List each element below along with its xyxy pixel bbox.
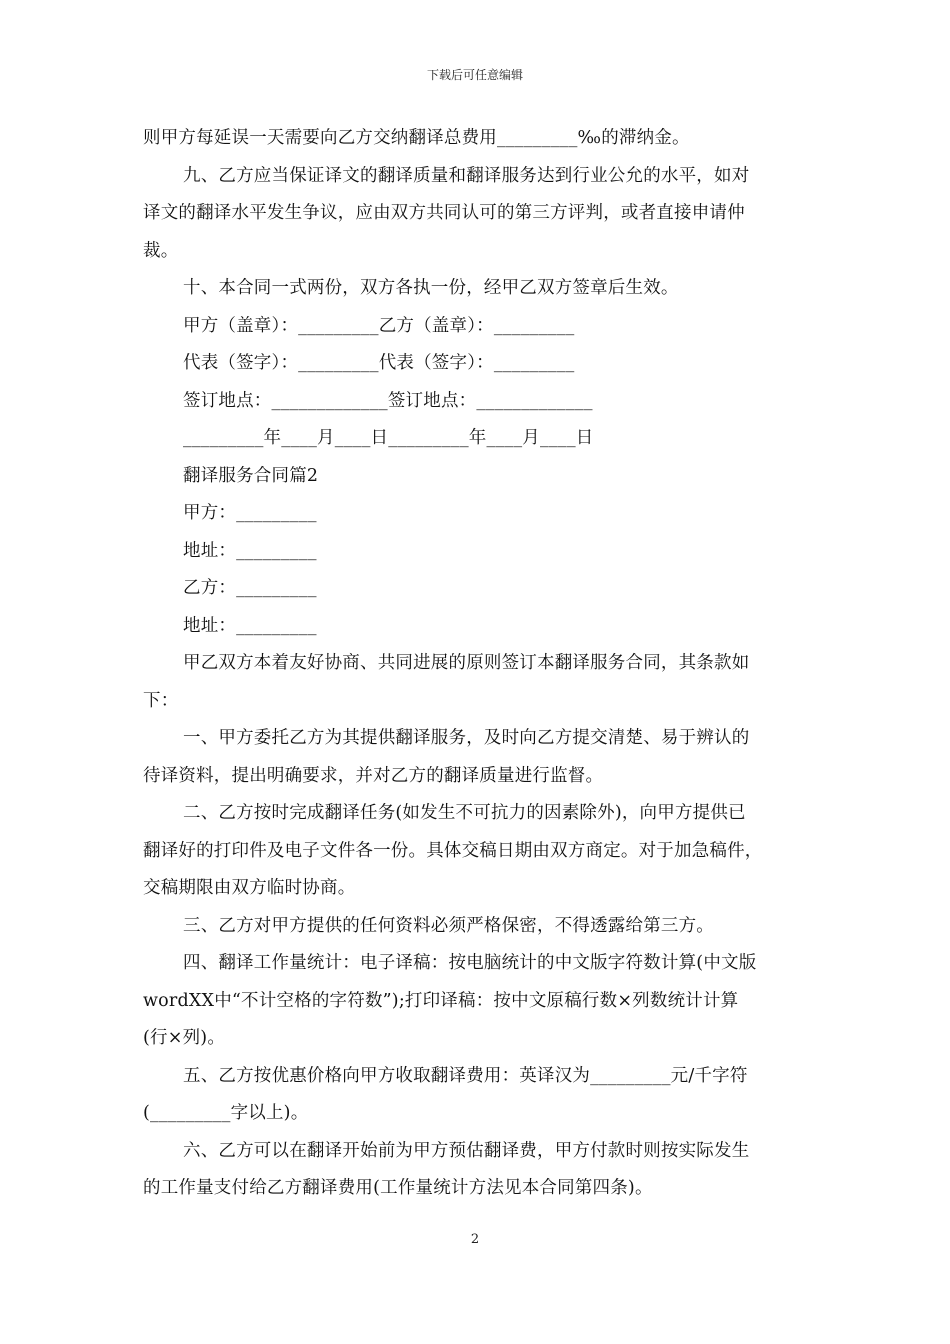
paragraph-line: 四、翻译工作量统计：电子译稿：按电脑统计的中文版字符数计算(中文版 <box>183 953 757 973</box>
paragraph-line: 签订地点：_____________签订地点：_____________ <box>183 390 593 411</box>
paragraph-line: (_________字以上)。 <box>143 1103 309 1123</box>
paragraph-line: 甲方：_________ <box>183 503 317 523</box>
paragraph-line: 地址：_________ <box>183 615 317 636</box>
paragraph-line: 下： <box>143 690 179 711</box>
document-body <box>143 120 811 1208</box>
paragraph-line: 十、本合同一式两份，双方各执一份，经甲乙双方签章后生效。 <box>183 278 679 298</box>
paragraph-line: 地址：_________ <box>183 540 317 561</box>
paragraph-line: wordXX中“不计空格的字符数”);打印译稿：按中文原稿行数×列数统计计算 <box>143 990 739 1011</box>
paragraph-line: 代表（签字）：_________代表（签字）：_________ <box>183 353 575 373</box>
paragraph-line: _________年____月____日_________年____月____日 <box>183 428 594 448</box>
paragraph-line: 裁。 <box>143 240 179 261</box>
paragraph-line: 译文的翻译水平发生争议，应由双方共同认可的第三方评判，或者直接申请仲 <box>143 203 745 223</box>
paragraph-line: 翻译好的打印件及电子文件各一份。具体交稿日期由双方商定。对于加急稿件， <box>143 840 763 861</box>
paragraph-line: 则甲方每延误一天需要向乙方交纳翻译总费用_________‰的滞纳金。 <box>143 128 690 148</box>
page-header: 下载后可任意编辑 <box>426 68 523 82</box>
paragraph-line: 六、乙方可以在翻译开始前为甲方预估翻译费，甲方付款时则按实际发生 <box>183 1140 750 1161</box>
paragraph-line: 的工作量支付给乙方翻译费用(工作量统计方法见本合同第四条)。 <box>143 1178 653 1198</box>
paragraph-line: 二、乙方按时完成翻译任务(如发生不可抗力的因素除外)，向甲方提供已 <box>183 803 746 823</box>
paragraph-line: 待译资料，提出明确要求，并对乙方的翻译质量进行监督。 <box>143 765 604 786</box>
paragraph-line: 乙方：_________ <box>183 578 317 598</box>
paragraph-line: 甲方（盖章）：_________乙方（盖章）：_________ <box>183 315 575 336</box>
paragraph-line: 五、乙方按优惠价格向甲方收取翻译费用：英译汉为_________元/千字符 <box>183 1065 748 1086</box>
page-number: 2 <box>470 1232 480 1247</box>
paragraph-line: 翻译服务合同篇2 <box>183 465 319 486</box>
paragraph-line: 一、甲方委托乙方为其提供翻译服务，及时向乙方提交清楚、易于辨认的 <box>183 728 750 748</box>
paragraph-line: 九、乙方应当保证译文的翻译质量和翻译服务达到行业公允的水平，如对 <box>183 165 750 186</box>
paragraph-line: 三、乙方对甲方提供的任何资料必须严格保密，不得透露给第三方。 <box>183 915 714 936</box>
paragraph-line: (行×列)。 <box>143 1028 226 1048</box>
paragraph-line: 甲乙双方本着友好协商、共同进展的原则签订本翻译服务合同，其条款如 <box>183 653 750 673</box>
paragraph-line: 交稿期限由双方临时协商。 <box>143 878 356 898</box>
